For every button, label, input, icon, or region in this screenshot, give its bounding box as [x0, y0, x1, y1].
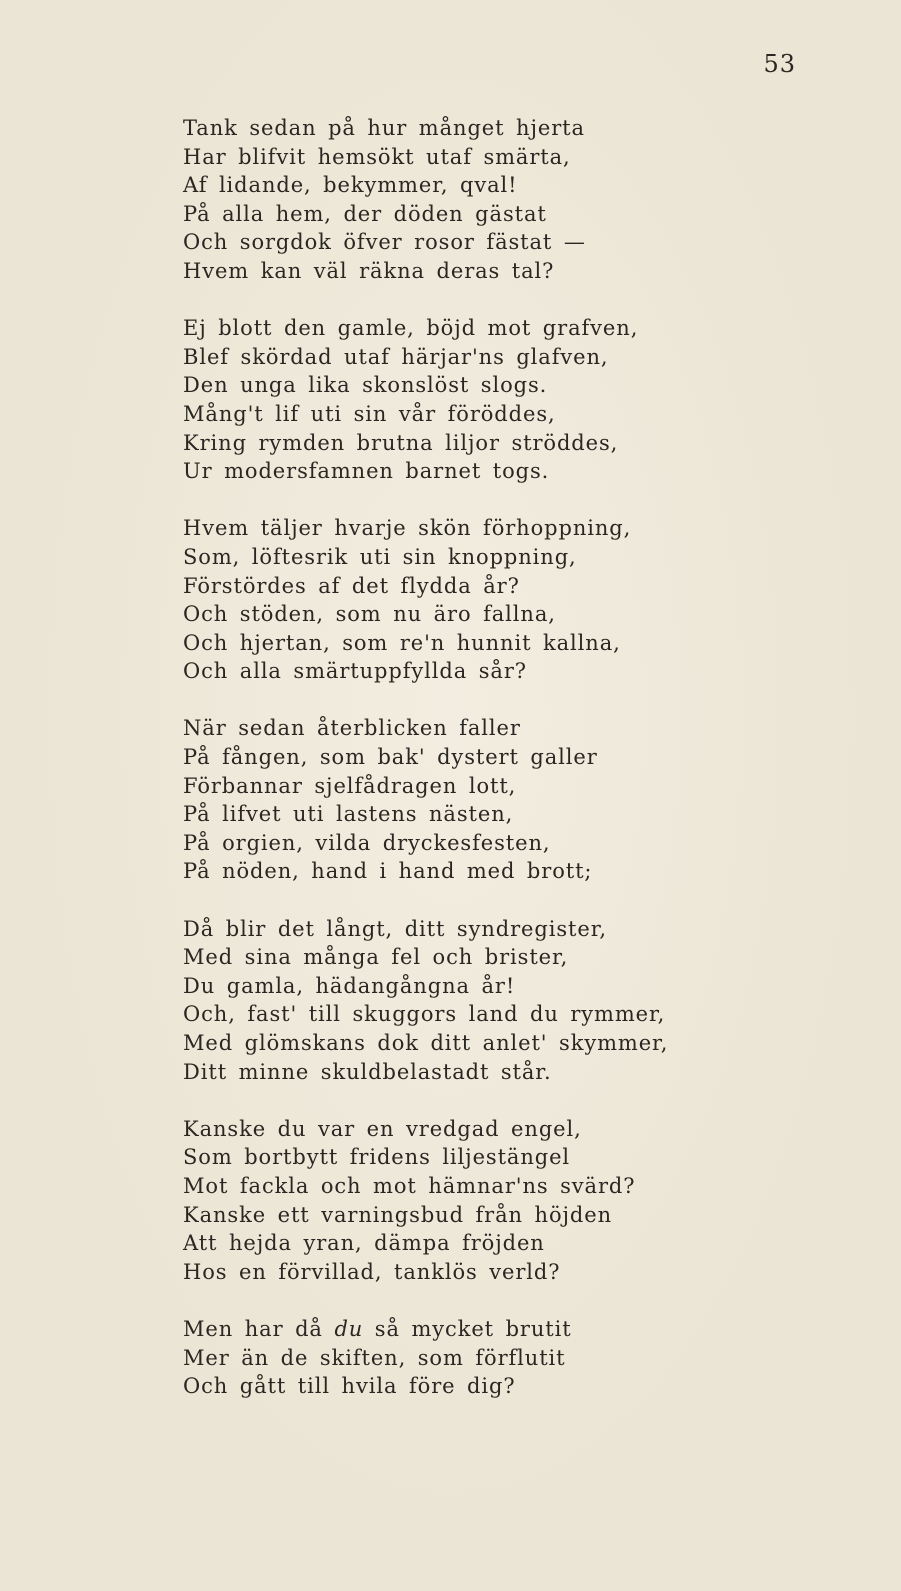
stanza	[183, 1315, 723, 1401]
poem-line: Kanske du var en vredgad engel,	[183, 1116, 582, 1141]
poem-line: Kanske ett varningsbud från höjden	[183, 1202, 613, 1227]
poem-line: Och sorgdok öfver rosor fästat —	[183, 230, 586, 255]
poem-line	[183, 1315, 723, 1344]
poem-line: På orgien, vilda dryckesfesten,	[183, 830, 551, 855]
poem-line: Mot fackla och mot hämnar'ns svärd?	[183, 1173, 636, 1198]
stanza	[183, 514, 723, 686]
poem-line: Har blifvit hemsökt utaf smärta,	[183, 144, 571, 169]
poem-line: Och hjertan, som re'n hunnit kallna,	[183, 630, 621, 655]
poem-line: När sedan återblicken faller	[183, 716, 521, 741]
poem-line: Af lidande, bekymmer, qval!	[183, 173, 518, 198]
stanza	[183, 915, 723, 1087]
poem-line: Då blir det långt, ditt syndregister,	[183, 916, 607, 941]
poem	[183, 114, 723, 1401]
poem-line: Blef skördad utaf härjar'ns glafven,	[183, 344, 609, 369]
poem-line: Förbannar sjelfådragen lott,	[183, 773, 517, 798]
poem-line: Hos en förvillad, tanklös verld?	[183, 1259, 561, 1284]
poem-line: Med sina många fel och brister,	[183, 945, 569, 970]
poem-line: Och, fast' till skuggors land du rymmer,	[183, 1002, 666, 1027]
line-segment: Men har då	[183, 1316, 323, 1341]
poem-line: Ur modersfamnen barnet togs.	[183, 459, 550, 484]
stanza	[183, 314, 723, 486]
line-segment: så mycket brutit	[374, 1316, 572, 1341]
poem-line: Hvem kan väl räkna deras tal?	[183, 258, 555, 283]
stanza	[183, 714, 723, 886]
poem-line: På fången, som bak' dystert galler	[183, 745, 598, 770]
poem-line: Den unga lika skonslöst slogs.	[183, 373, 548, 398]
poem-line: Hvem täljer hvarje skön förhoppning,	[183, 516, 632, 541]
poem-line: Ej blott den gamle, böjd mot grafven,	[183, 316, 639, 341]
poem-line: Och stöden, som nu äro fallna,	[183, 602, 556, 627]
poem-line: Att hejda yran, dämpa fröjden	[183, 1231, 545, 1256]
italic-word: du	[334, 1316, 364, 1341]
stanza	[183, 114, 723, 286]
poem-line: På lifvet uti lastens nästen,	[183, 802, 514, 827]
poem-line: Förstördes af det flydda år?	[183, 573, 520, 598]
poem-line: Mång't lif uti sin vår föröddes,	[183, 401, 556, 426]
poem-line: Kring rymden brutna liljor ströddes,	[183, 430, 619, 455]
poem-line: Mer än de skiften, som förflutit	[183, 1345, 566, 1370]
poem-line: Som bortbytt fridens liljestängel	[183, 1145, 571, 1170]
poem-line: Och gått till hvila före dig?	[183, 1374, 516, 1399]
poem-line: På alla hem, der döden gästat	[183, 201, 547, 226]
poem-line: Som, löftesrik uti sin knoppning,	[183, 544, 577, 569]
poem-line: Och alla smärtuppfyllda sår?	[183, 659, 527, 684]
stanza	[183, 1115, 723, 1287]
poem-line: Du gamla, hädangångna år!	[183, 973, 516, 998]
page-number: 53	[763, 50, 796, 78]
poem-line: På nöden, hand i hand med brott;	[183, 859, 593, 884]
poem-line: Med glömskans dok ditt anlet' skymmer,	[183, 1031, 669, 1055]
poem-line: Ditt minne skuldbelastadt står.	[183, 1059, 552, 1084]
poem-line: Tank sedan på hur månget hjerta	[183, 116, 585, 140]
